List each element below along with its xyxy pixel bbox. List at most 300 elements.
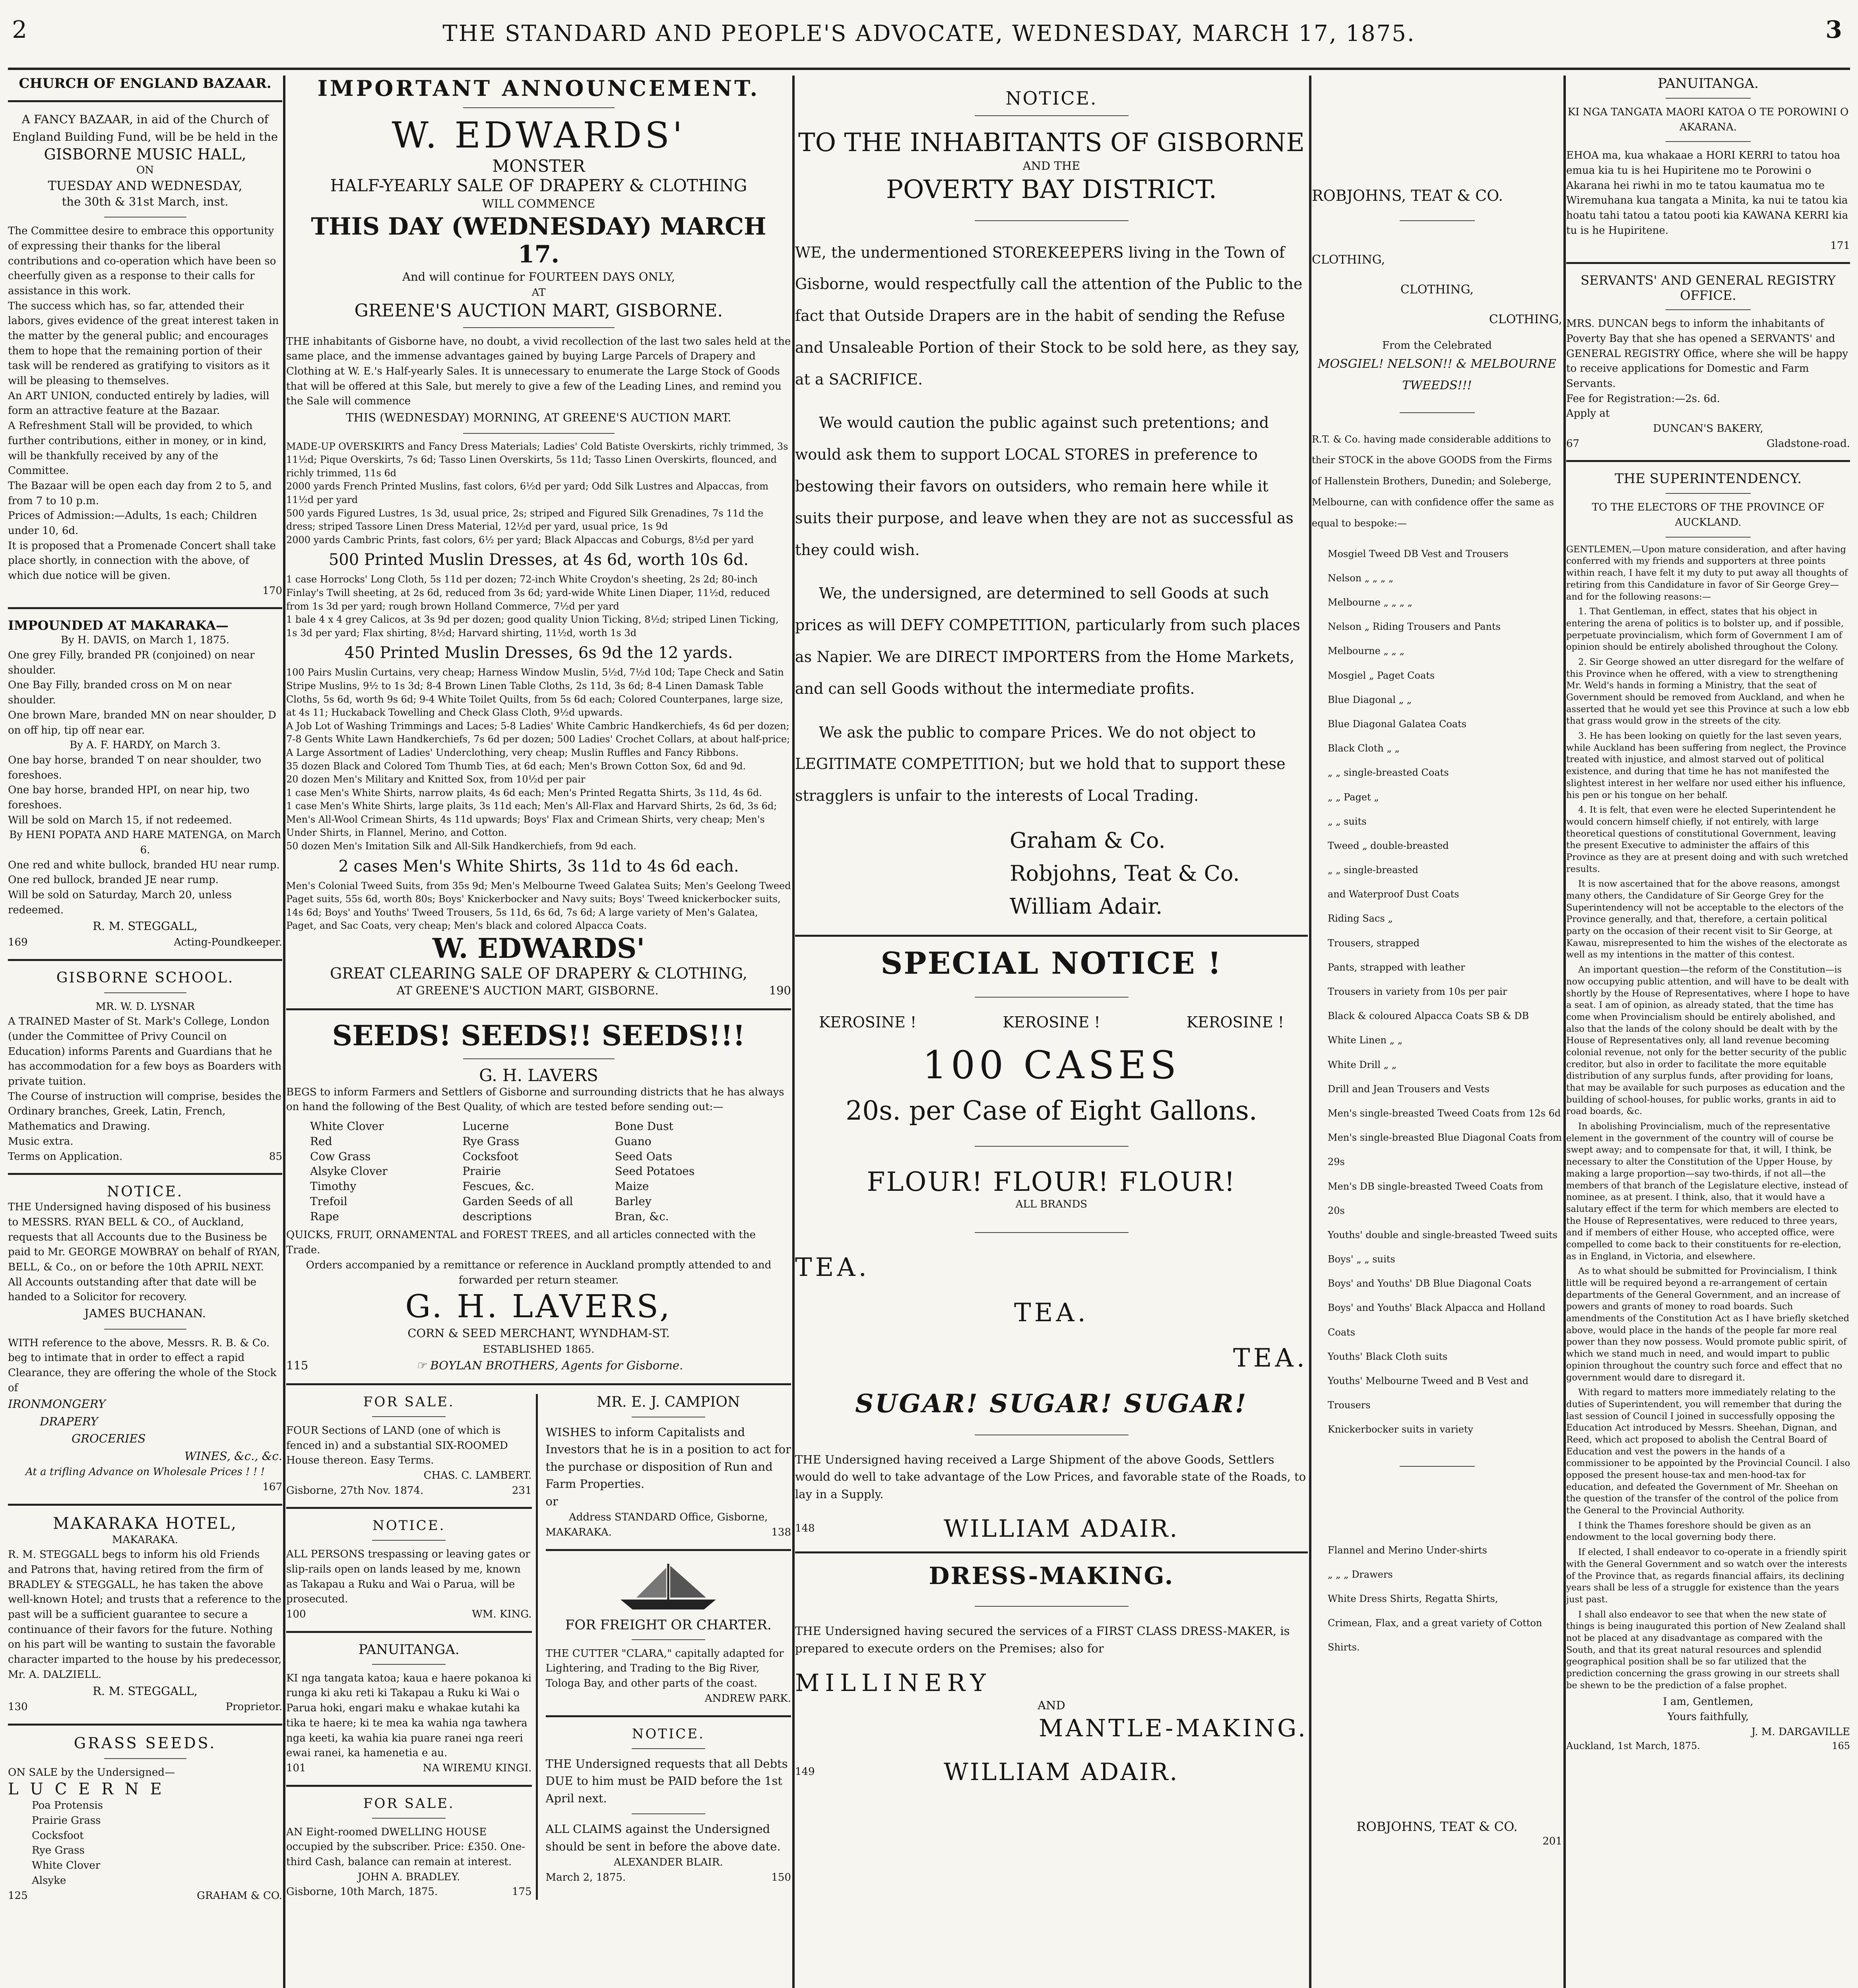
ad-number: 167: [262, 1481, 282, 1493]
letter-paragraph: GENTLEMEN,—Upon mature consideration, and after having conferred with my friends and supporters at three points within reach, I have felt it my duty to put away all thoughts of retiring from this Candidature in favor of Sir George Grey—and for the following reasons:—: [1566, 544, 1848, 602]
ad-paragraph: WE, the undermentioned STOREKEEPERS living in the Town of Gisborne, would respectfully call the attention of the Public to the fact that Outside Drapers are in the habit of sending the Refuse and Unsaleable Portion of their Stock to be sold here, as they say, at a SACRIFICE.: [795, 243, 1303, 388]
seed-cell: Red: [310, 1134, 332, 1148]
ad-paragraph: BEGS to inform Farmers and Settlers of Gisborne and surrounding districts that he has always on hand the following of the Best Quality, of which are tested before sending out:—: [286, 1086, 784, 1113]
clothing-item: „ „ suits: [1328, 815, 1367, 827]
ad-paragraph: A Refreshment Stall will be provided, to which further contributions, either in money, or in kind, will be thankfully received by any of the Committee.: [8, 420, 267, 477]
clothing-item: „ „ Paget „: [1328, 791, 1379, 803]
seed-cell: Seed Oats: [615, 1149, 673, 1163]
letter-paragraph: 4. It is felt, that even were he elected Superintendent he would concern himself chiefly, if not entirely, with large theoretical questions of constitutional Government, leaving the present Executive to administer the affairs of this Province as they are at present doing and with such wretched results.: [1566, 805, 1848, 874]
ad-paragraph: THE Undersigned requests that all Debts DUE to him must be PAID before the 1st April next.: [545, 1757, 788, 1805]
small-ads-row: [286, 1394, 791, 1900]
ad-signer: CHAS. C. LAMBERT.: [423, 1469, 532, 1481]
ad-signer-title: Acting-Poundkeeper.: [174, 936, 282, 948]
ad-line: Apply at: [1566, 408, 1610, 420]
bazaar-ad: [8, 76, 282, 598]
ad-title: SEEDS! SEEDS!! SEEDS!!!: [332, 1019, 745, 1052]
seed-cell: Seed Potatoes: [615, 1165, 695, 1178]
goods-list: 1 case Men's White Shirts, large plaits, 3s 11d each; Men's All-Flax and Harvard Shirts, 2s 6d, 3s 6d; Men's All-Wool Crimean Shirts, 4s 11d upwards; Boys' Flax and Crimean Shirts, very cheap; Men's Under Shirts, in Flannel, Merino, and Cotton.: [286, 800, 777, 839]
ad-paragraph: ALL PERSONS trespassing or leaving gates or slip-rails open on lands leased by me, known as Takapau a Ruku and Wai o Parua, will be prosecuted.: [286, 1548, 530, 1606]
grass-seeds-ad: [8, 1734, 282, 1904]
ad-paragraph: We ask the public to compare Prices. We do not object to LEGITIMATE COMPETITION; but we hold that to support these stragglers is unfair to the interests of Local Trading.: [795, 723, 1286, 805]
ad-title: MAKARAKA HOTEL,: [53, 1514, 237, 1533]
letter-paragraph: It is now ascertained that for the above reasons, amongst many others, the Candidature of Sir George Grey for the Superintendency will not be acceptable to the electors of the Province generally, and that, therefore, a certain political party on the occasion of their recent visit to Sir George, at Kawau, misrepresented to him the wishes of the electorate as well as my intentions in the matter of this contest.: [1566, 879, 1847, 960]
ad-title: PANUITANGA.: [1658, 76, 1759, 91]
goods-list: 1 case Horrocks' Long Cloth, 5s 11d per dozen; 72-inch White Croydon's sheeting, 2s 2d; 80-inch Finlay's Twill sheeting, at 2s 6d, reduced from 3s 6d; yard-wide White Linen Diaper, 11½d, reduced from 1s 3d per yard; rough brown Holland Commerce, 7½d per yard: [286, 574, 770, 612]
seed-table: [286, 1115, 791, 1228]
stock-item: IRONMONGERY: [8, 1397, 106, 1411]
clothing-item: Riding Sacs „: [1328, 913, 1393, 924]
clothing-item: Nelson „ Riding Trousers and Pants: [1328, 621, 1501, 633]
flour-heading: FLOUR! FLOUR! FLOUR!: [867, 1167, 1236, 1198]
page-number-left: 2: [12, 16, 27, 44]
ad-line: Music extra.: [8, 1135, 74, 1147]
goods-list: Men's Colonial Tweed Suits, from 35s 9d; Men's Melbourne Tweed Galatea Suits; Men's Geelong Tweed Paget suits, 55s 6d, worth 80s; Boys' Knickerbocker and Navy suits; Boys' Tweed knickerbocker suits, 14s 6d; Boys' and Youths' Tweed Trousers, 5s 11d, 6s 6d, 7s 6d; A large variety of Men's Galatea, Paget, and Sac Coats, very cheap; Men's black and colored Alpacca Coats.: [286, 880, 791, 932]
stock-item: DRAPERY: [40, 1414, 98, 1428]
clothing-item: Melbourne „ „ „: [1328, 645, 1405, 657]
ad-line: A FANCY BAZAAR, in aid of the Church of England Building Fund, will be be held in the: [12, 113, 278, 144]
letter-paragraph: 1. That Gentleman, in effect, states that his object in entering the arena of politics is to bolster up, and if possible, perpetuate provincialism, which form of Government I am of opinion should be entirely abolished throughout the Colony.: [1566, 606, 1844, 652]
letter-body: [1566, 544, 1850, 1692]
seed-cell: Prairie: [462, 1165, 501, 1178]
brand-name: W. EDWARDS': [432, 933, 645, 965]
shirts-list: [1312, 1538, 1562, 1660]
ad-date: Gisborne, 27th Nov. 1874.: [286, 1484, 424, 1497]
ad-line: ON: [136, 164, 154, 176]
clothing-label: CLOTHING,: [1400, 283, 1474, 297]
ad-signer: ALEXANDER BLAIR.: [613, 1856, 723, 1869]
ad-number: 149: [795, 1765, 815, 1778]
storekeepers-notice: [795, 87, 1308, 919]
clothing-item: Nelson „ „ „ „: [1328, 572, 1394, 584]
cases-heading: 100 CASES: [922, 1043, 1181, 1088]
ad-title: FOR FREIGHT OR CHARTER.: [565, 1617, 772, 1633]
clothing-list: [1312, 542, 1562, 1442]
hotel-ad: [8, 1514, 282, 1715]
ad-title: FOR SALE.: [363, 1795, 455, 1811]
ad-paragraph: THE Undersigned having received a Large Shipment of the above Goods, Settlers would do well to take advantage of the Low Prices, and favorable state of the Roads, to lay in a Supply.: [795, 1452, 1306, 1501]
clothing-item: „ „ single-breasted Coats: [1328, 767, 1449, 779]
ad-line: DUNCAN'S BAKERY,: [1653, 423, 1763, 435]
goods-list: 2000 yards French Printed Muslins, fast colors, 6½d per yard; Odd Silk Lustres and Alpaccas, from 11½d per yard: [286, 481, 769, 505]
impounded-ad: [8, 618, 282, 950]
goods-list: 2000 yards Cambric Prints, fast colors, 6½ per yard; Black Alpaccas and Coburgs, 8½d per yard: [286, 534, 754, 546]
seed-cell: Fescues, &c.: [462, 1180, 535, 1193]
ad-paragraph: MRS. DUNCAN begs to inform the inhabitants of Poverty Bay that she has opened a SERVANTS' and GENERAL REGISTRY Office, where she will be happy to receive applications for Domestic and Farm Servants.: [1566, 318, 1848, 390]
ad-title: CHURCH OF ENGLAND BAZAAR.: [19, 76, 272, 91]
small-ads-right: [546, 1394, 791, 1900]
clothing-item: Tweed „ double-breasted: [1328, 840, 1449, 851]
ad-closing: At a trifling Advance on Wholesale Prices ! ! !: [25, 1466, 265, 1478]
letter-closing: I am, Gentlemen,: [1663, 1696, 1753, 1708]
column-divider: [1309, 76, 1311, 1988]
edwards-announcement: [286, 76, 791, 1000]
tea-label: TEA.: [1014, 1298, 1089, 1328]
ad-heading: POVERTY BAY DISTRICT.: [886, 175, 1217, 204]
seed-item: Poa Protensis: [32, 1800, 103, 1812]
clothing-item: Mosgiel Tweed DB Vest and Trousers: [1328, 548, 1509, 559]
ad-line: MONSTER: [492, 156, 585, 176]
seed-cell: Barley: [615, 1194, 652, 1208]
clothing-item: Knickerbocker suits in variety: [1328, 1424, 1474, 1435]
ad-line: Gladstone-road.: [1766, 437, 1850, 450]
ad-line: Will be sold on Saturday, March 20, unless redeemed.: [8, 889, 232, 916]
masthead-bar: [0, 0, 1858, 48]
seed-cell: Trefoil: [310, 1194, 347, 1208]
ad-number: 190: [769, 984, 791, 998]
ad-paragraph: THE Undersigned having disposed of his business to MESSRS. RYAN BELL & CO., of Auckland, requests that all Accounts due to the Business be paid to Mr. GEORGE MOWBRAY on behalf of RYAN, BELL, & Co., on or before the 10th APRIL NEXT.: [8, 1201, 280, 1273]
registry-ad: [1566, 273, 1850, 451]
ad-line: ESTABLISHED 1865.: [483, 1343, 595, 1355]
ad-signer: WM. KING.: [472, 1608, 532, 1621]
signatory: Robjohns, Teat & Co.: [1010, 861, 1240, 886]
column-5: [1566, 76, 1850, 1988]
seed-cell: Cow Grass: [310, 1149, 371, 1163]
ad-line: One grey Filly, branded PR (conjoined) on near shoulder.: [8, 649, 255, 676]
ad-line: Fee for Registration:—2s. 6d.: [1566, 392, 1720, 405]
ad-line: CORN & SEED MERCHANT, WYNDHAM-ST.: [407, 1326, 670, 1340]
ad-line: By A. F. HARDY, on March 3.: [70, 739, 221, 751]
seed-item: White Clover: [32, 1860, 101, 1872]
ad-date: THIS DAY (WEDNESDAY) MARCH 17.: [311, 212, 766, 268]
kerosine-label: KEROSINE !: [1003, 1013, 1100, 1031]
ad-signer: R. M. STEGGALL,: [93, 919, 198, 933]
seed-cell: Lucerne: [462, 1119, 509, 1133]
ad-line: L U C E R N E: [8, 1780, 165, 1799]
ad-paragraph: FOUR Sections of LAND (one of which is fenced in) and a substantial SIX-ROOMED House thereon. Easy Terms.: [286, 1424, 508, 1467]
clothing-item: Drill and Jean Trousers and Vests: [1328, 1083, 1490, 1095]
ad-paragraph: The Bazaar will be open each day from 2 to 5, and from 7 to 10 p.m.: [8, 480, 272, 507]
ad-date: Gisborne, 10th March, 1875.: [286, 1886, 438, 1898]
agents-line: BOYLAN BROTHERS, Agents for Gisborne.: [430, 1359, 683, 1373]
brand-name: W. EDWARDS': [392, 115, 686, 156]
column-3: [795, 76, 1308, 1988]
ad-paragraph: AN Eight-roomed DWELLING HOUSE occupied by the subscriber. Price: £350. One-third Cash, balance can remain at interest.: [286, 1826, 525, 1868]
ad-line: Address STANDARD Office, Gisborne,: [568, 1511, 768, 1524]
letter-paragraph: If elected, I shall endeavor to co-operate in a friendly spirit with the General Government and so watch over the interests of the Province that, as regards financial affairs, its declining years shall be less of a struggle for existence than the years just past.: [1566, 1547, 1847, 1605]
ad-paragraph: It is proposed that a Promenade Concert shall take place shortly, in connection with the above, of which due notice will be given.: [8, 540, 276, 582]
ad-paragraph: WISHES to inform Capitalists and Investors that he is in a position to act for the purchase or disposition of Run and Farm Properties.: [545, 1425, 791, 1491]
ad-number: 171: [1830, 239, 1850, 252]
ad-line: AT: [531, 287, 546, 299]
ad-line: WILL COMMENCE: [482, 197, 595, 210]
ad-title: NOTICE.: [107, 1184, 184, 1200]
ad-number: 175: [512, 1886, 532, 1898]
clothing-item: White Dress Shirts, Regatta Shirts,: [1328, 1593, 1498, 1604]
ad-line: One red and white bullock, branded HU near rump.: [8, 859, 280, 871]
ad-date: March 2, 1875.: [545, 1871, 626, 1883]
clothing-item: Men's single-breasted Tweed Coats from 12s 6d: [1328, 1107, 1561, 1119]
ad-subtitle: KI NGA TANGATA MAORI KATOA O TE POROWINI O AKARANA.: [1567, 106, 1849, 133]
clothing-item: Blue Diagonal „ „: [1328, 694, 1412, 705]
ad-title: IMPORTANT ANNOUNCEMENT.: [317, 76, 760, 101]
seed-item: Rye Grass: [32, 1844, 85, 1857]
clothing-item: Flannel and Merino Under-shirts: [1328, 1544, 1487, 1556]
merchant-name: G. H. LAVERS: [479, 1065, 598, 1085]
ad-paragraph: Prices of Admission:—Adults, 1s each; Children under 10, 6d.: [8, 510, 257, 537]
ad-number: 115: [286, 1359, 308, 1373]
ad-subtitle: MAKARAKA.: [112, 1534, 178, 1546]
ad-paragraph: WITH reference to the above, Messrs. R. B. & Co. beg to intimate that in order to effect a rapid Clearance, they are offering the whole of the Stock of: [8, 1337, 277, 1394]
ad-number: 130: [8, 1701, 28, 1713]
clothing-item: Youths' Melbourne Tweed and B Vest and Trousers: [1328, 1375, 1528, 1411]
ad-line: And will continue for FOURTEEN DAYS ONLY,: [402, 270, 675, 283]
clothing-item: „ „ single-breasted: [1328, 864, 1418, 876]
ad-title: SPECIAL NOTICE !: [881, 945, 1222, 981]
ad-paragraph: ALL CLAIMS against the Undersigned should be sent in before the above date.: [545, 1822, 781, 1853]
mantle-label: MANTLE-MAKING.: [1039, 1714, 1308, 1742]
seed-cell: White Clover: [310, 1119, 384, 1133]
ad-number: 125: [8, 1889, 28, 1902]
highlight-line: 450 Printed Muslin Dresses, 6s 9d the 12 yards.: [344, 644, 733, 662]
goods-list: A Job Lot of Washing Trimmings and Laces; 5-8 Ladies' White Cambric Handkerchiefs, 4s 6d per dozen; 7-8 Gents White Lawn Handkerchiefs, 7s 6d per dozen; 500 Ladies' Crochet Collars, at about half-price; A Large Assortment of Ladies' Underclothing, very cheap; Muslin Ruffles and Fancy Ribbons.: [286, 720, 790, 758]
column-1: [8, 76, 282, 1988]
ad-paragraph: A TRAINED Master of St. Mark's College, London (under the Committee of Privy Council on Education) informs Parents and Guardians that he has accommodation for a few boys as Boarders with private tuition.: [8, 1015, 282, 1088]
clothing-item: and Waterproof Dust Coats: [1328, 889, 1459, 900]
ad-number: 148: [795, 1522, 815, 1535]
seed-cell: Bran, &c.: [615, 1209, 669, 1223]
letter-paragraph: As to what should be submitted for Provincialism, I think little will be required beyond a re-arrangement of certain departments of the General Government, and an increase of powers and grants of money to road boards. Such amendments of the Constitution Act as I have briefly sketched above, would place in the hands of the people far more real power than they now possess. Would promote public spirit, of which we stand much in need, and would impart to public opinion throughout the country such force and effect that no government would dare to disregard it.: [1566, 1266, 1850, 1383]
highlight-line: 500 Printed Muslin Dresses, at 4s 6d, worth 10s 6d.: [328, 551, 749, 569]
school-ad: [8, 970, 282, 1165]
ad-title: GISBORNE SCHOOL.: [56, 969, 234, 986]
column-divider: [792, 76, 795, 1988]
ad-number: 100: [286, 1608, 306, 1621]
clothing-item: Crimean, Flax, and a great variety of Cotton Shirts.: [1328, 1617, 1542, 1653]
letter-closing: Yours faithfully,: [1667, 1711, 1749, 1723]
seed-item: Alsyke: [32, 1874, 66, 1887]
ad-heading: TO THE INHABITANTS OF GISBORNE: [798, 128, 1305, 157]
clothing-item: Boys' and Youths' Black Alpacca and Holland Coats: [1328, 1302, 1546, 1338]
ad-paragraph: R. M. STEGGALL begs to inform his old Friends and Patrons that, having retired from the firm of BRADLEY & STEGGALL, he has taken the above well-known Hotel; and trusts that a reference to the past will be a sufficient guarantee to secure a continuance of their favors for the future. Nothing on his part will be wanting to sustain the favorable character imparted to the house by his predecessor, Mr. A. DALZIELL.: [8, 1549, 282, 1681]
stock-item: WINES, &c., &c.: [184, 1449, 282, 1463]
ad-number: 231: [512, 1484, 532, 1497]
ship-icon: [546, 1560, 791, 1613]
ad-title: NOTICE.: [632, 1726, 705, 1742]
goods-list: 35 dozen Black and Colored Tom Thumb Ties, at 6d each; Men's Brown Cotton Sox, 6d and 9d.: [286, 760, 746, 772]
ad-paragraph: EHOA ma, kua whakaae a HORI KERRI to tatou hoa emua kia tu is hei Hupiritene mo te Porowini o Akarana hei riwhi in mo te tatou kaumatua mo te Wiremuhana kua tangata a Minita, ka nui te tatou kia hoatu tahi tatou a tatou pooti kia KAWANA KERRI kia tu is he Hupiritene.: [1566, 149, 1848, 237]
price-line: 20s. per Case of Eight Gallons.: [846, 1095, 1257, 1126]
tea-label: TEA.: [1233, 1343, 1308, 1373]
clothing-item: Pants, strapped with leather: [1328, 961, 1465, 973]
ad-line: One brown Mare, branded MN on near shoulder, D on off hip, tip off near ear.: [8, 709, 276, 736]
ad-paragraph: All Accounts outstanding after that date will be handed to a Solicitor for recovery.: [8, 1276, 257, 1303]
ad-paragraph: The success which has, so far, attended their labors, gives evidence of the great interest taken in the matter by the general public; and encourages them to hope that the remaining portion of their task will be rendered as gratifying to visitors as it will be pleasing to themselves.: [8, 300, 279, 387]
ad-paragraph: THE inhabitants of Gisborne have, no doubt, a vivid recollection of the last two sales held at the same place, and the immense advantages gained by buying Large Parcels of Drapery and Clothing at W. E.'s Half-yearly Sales. It is unnecessary to enumerate the Large Stock of Goods that will be offered at this Sale, but merely to give a few of the Leading Lines, and remind you the Sale will commence: [286, 335, 791, 408]
ad-line: By HENI POPATA AND HARE MATENGA, on March 6.: [9, 829, 281, 856]
ad-signer: WILLIAM ADAIR.: [944, 1515, 1179, 1543]
ad-paragraph: The Course of instruction will comprise, besides the Ordinary branches, Greek, Latin, French, Mathematics and Drawing.: [8, 1090, 281, 1133]
goods-list: 100 Pairs Muslin Curtains, very cheap; Harness Window Muslin, 5½d, 7½d 10d; Tape Check and Satin Stripe Muslins, 9½ to 1s 3d; 8-4 Brown Linen Table Cloths, 2s 11d, 3s 6d; 8-4 Linen Damask Table Cloths, 5s 6d, worth 9s 6d; 9-4 White Toilet Quilts, from 5s 6d each; Colored Counterpanes, large size, at 4s 11; Huckaback Towelling and Check Glass Cloth, 9½d upwards.: [286, 667, 784, 718]
ad-signer-title: Proprietor.: [225, 1701, 282, 1713]
ad-paragraph: Orders accompanied by a remittance or reference in Auckland promptly attended to and forwarded per return steamer.: [306, 1259, 772, 1286]
ad-line: One bay horse, branded T on near shoulder, two foreshoes.: [8, 754, 262, 781]
ad-line: THIS (WEDNESDAY) MORNING, AT GREENE'S AUCTION MART.: [346, 411, 731, 425]
letter-paragraph: With regard to matters more immediately relating to the duties of Superintendent, you will remember that during the last session of Council I joined in successfully opposing the Education Act introduced by Messrs. Sheehan, Dignan, and Reed, which act proposed to abolish the Central Board of Education and vest the powers in the hands of a commissioner to be appointed by the Provincial Council. I also opposed the present house-tax and men-hood-tax for education, and defeated the Government of Mr. Sheehan on the question of the transfer of the control of the police from the General to the Provincial Authority.: [1566, 1387, 1850, 1516]
ad-title: DRESS-MAKING.: [929, 1562, 1174, 1590]
seed-cell: Rye Grass: [462, 1134, 520, 1148]
ad-line: One Bay Filly, branded cross on M on near shoulder.: [8, 679, 232, 707]
ad-signer: R. M. STEGGALL,: [93, 1684, 198, 1698]
ad-title: MR. E. J. CAMPION: [597, 1394, 740, 1410]
ad-line: or: [545, 1494, 558, 1508]
brand-line: MOSGIEL! NELSON!! & MELBOURNE TWEEDS!!!: [1317, 357, 1557, 392]
goods-list: MADE-UP OVERSKIRTS and Fancy Dress Materials; Ladies' Cold Batiste Overskirts, richly trimmed, 3s 11½d; Pique Overskirts, 7s 6d; Tasso Linen Overskirts, 5s 11d; Tasso Linen Overskirts, flounced, and richly trimmed, 11s 6d: [286, 441, 788, 479]
ad-line: MAKARAKA.: [545, 1526, 612, 1539]
ad-line: the 30th & 31st March, inst.: [62, 194, 229, 208]
ad-signer: GRAHAM & CO.: [197, 1889, 282, 1902]
ad-date: Auckland, 1st March, 1875.: [1566, 1740, 1700, 1752]
seed-cell: Guano: [615, 1134, 652, 1148]
ad-signer: J. M. DARGAVILLE: [1751, 1726, 1850, 1738]
column-divider: [1563, 76, 1566, 1988]
clothing-item: Black Cloth „ „: [1328, 743, 1400, 754]
ad-number: 85: [269, 1150, 282, 1163]
seed-cell: Garden Seeds of all: [462, 1194, 573, 1208]
special-notice: [795, 945, 1308, 1543]
ad-line: GREAT CLEARING SALE OF DRAPERY & CLOTHING,: [330, 965, 748, 982]
clothing-item: Trousers in variety from 10s per pair: [1328, 986, 1507, 998]
letter-paragraph: An important question—the reform of the Constitution—is now occupying public attention, and will have to be dealt with shortly by the House of Representatives, where I hope to have a seat. I am of opinion, as already stated, that the time has come when Provincialism should be entirely abolished, and also that the lands of the colony should be dealt with by the House of Representatives only, all land revenue becoming colonial revenue, not only for the better security of the public creditor, but also in order to facilitate the more equitable distribution of any surplus funds, after providing for loans, that may be available for such purposes as education and the building of school-houses, for public works, grants in aid to road boards, &c.: [1566, 965, 1850, 1117]
seed-item: Cocksfoot: [32, 1829, 84, 1842]
ad-paragraph: THE CUTTER "CLARA," capitally adapted for Lightering, and Trading to the Big River, Tologa Bay, and other parts of the coast.: [545, 1647, 784, 1690]
ad-number: 101: [286, 1762, 306, 1774]
lavers-seeds-ad: SEEDS! SEEDS!! SEEDS!!! G. H. LAVERS BEGS to inform Farmers and Settlers of Gisborne and surrounding districts that he has always on hand the following of the Best Quality, of which are tested before sending out:— White Clover Lucerne Bone Dust Red Rye Grass Guano Cow Grass Cocksfoot Seed Oats Alsyke Clover Prairie Seed Potatoes Timothy Fescues, &c. Maize Trefoil Garden Seeds of all Barley Rape descriptions Bran, &c. QUICKS, FRUIT, ORNAMENTAL and FOREST TREES, and all articles connected with the Trade. Orders accompanied by a remittance or reference in Auckland promptly attended to and forwarded per return steamer. G. H. LAVERS, CORN & SEED MERCHANT, WYNDHAM-ST. ESTABLISHED 1865. 115 ☞ BOYLAN BROTHERS, Agents for Gisborne.: [286, 1019, 791, 1375]
superintendency-letter: [1566, 471, 1850, 1753]
ad-paragraph: An ART UNION, conducted entirely by ladies, will form an attractive feature at the Bazaar.: [8, 390, 270, 417]
clothing-item: Melbourne „ „ „ „: [1328, 597, 1413, 608]
dressmaking-ad: [795, 1562, 1308, 1786]
ad-paragraph: We, the undersigned, are determined to sell Goods at such prices as will DEFY COMPETITION, particularly from such places as Napier. We are DIRECT IMPORTERS from the Home Markets, and can sell Goods without the intermediate profits.: [795, 584, 1300, 697]
goods-list: 50 dozen Men's Imitation Silk and All-Silk Handkerchiefs, from 9d each.: [286, 841, 636, 852]
ad-signer: ROBJOHNS, TEAT & CO.: [1356, 1819, 1518, 1834]
kerosine-label: KEROSINE !: [819, 1013, 917, 1031]
seed-cell: Alsyke Clover: [310, 1165, 388, 1178]
small-ads-left: [286, 1394, 538, 1900]
goods-list: 1 case Men's White Shirts, narrow plaits, 4s 6d each; Men's Printed Regatta Shirts, 3s 11d, 4s 6d.: [286, 787, 762, 798]
ad-line: ALL BRANDS: [1015, 1198, 1088, 1211]
clothing-item: Men's single-breasted Blue Diagonal Coats from 29s: [1328, 1132, 1562, 1168]
ad-line: TUESDAY AND WEDNESDAY,: [48, 178, 242, 193]
ad-line: AND: [1038, 1699, 1065, 1712]
clothing-item: Youths' double and single-breasted Tweed suits: [1328, 1229, 1558, 1241]
clothing-item: Blue Diagonal Galatea Coats: [1328, 718, 1467, 730]
ad-venue: AT GREENE'S AUCTION MART, GISBORNE.: [396, 984, 659, 998]
ad-number: 169: [8, 936, 28, 948]
letter-paragraph: In abolishing Provincialism, much of the representative element in the government of the country will of course be swept away; and to compensate for that, it will, I think, be necessary to alter the Constitution of the Upper House, by making a large proportion—say two-thirds, if not all—the members of that branch of the Legislature elective, instead of nominee, as at present. I think, also, that it would have a salutary effect if the term for which members are elected to the House of Representatives, were reduced to three years, and if members of either House, who accepted office, were compelled to come back to their constituents for re-election, as in England, in Victoria, and elsewhere.: [1566, 1121, 1848, 1262]
signatory: Graham & Co.: [1010, 828, 1166, 853]
ad-line: ON SALE by the Undersigned—: [8, 1766, 175, 1778]
seed-cell: Maize: [615, 1180, 649, 1193]
ad-signer: JAMES BUCHANAN.: [84, 1307, 206, 1320]
column-4: [1312, 76, 1562, 1988]
ad-signer: NA WIREMU KINGI.: [423, 1762, 532, 1774]
ad-signer: WILLIAM ADAIR.: [944, 1758, 1179, 1786]
masthead-rule: [8, 68, 1850, 70]
ad-title: PANUITANGA.: [358, 1641, 460, 1658]
tea-label: TEA.: [795, 1252, 870, 1282]
ad-line: Terms on Application.: [8, 1150, 123, 1163]
stock-item: GROCERIES: [72, 1432, 146, 1446]
seed-cell: Cocksfoot: [462, 1149, 518, 1163]
maori-notice: [1566, 76, 1850, 253]
page-number-right: 3: [1825, 16, 1842, 44]
letter-paragraph: 3. He has been looking on quietly for the last seven years, while Auckland has been suffering from neglect, the Province treated with injustice, and almost starved out of political existence, and during that time he has not manifested the slightest interest in her welfare nor used either his influence, his pen or his tongue on her behalf.: [1566, 731, 1846, 800]
ad-number: 138: [771, 1526, 791, 1539]
ad-paragraph: KI nga tangata katoa; kaua e haere pokanoa ki runga ki aku reti ki Takapau a Ruku ki Wai o Parua hoki, engari maku e whakae kutahi ka tika te haere; ki te mea ka wahia nga tawhera nga keeti, ka wahia kia puare ranei nga reeri ewai ranei, ka hamenetia e au.: [286, 1672, 531, 1759]
ad-paragraph: THE Undersigned having secured the services of a FIRST CLASS DRESS-MAKER, is prepared to execute orders on the Premises; also for: [795, 1624, 1290, 1655]
clothing-item: White Drill „ „: [1328, 1059, 1397, 1070]
ad-paragraph: The Committee desire to embrace this opportunity of expressing their thanks for the liberal contributions and co-operation which have been so cheerfully given as a response to their calls for assistance in this work.: [8, 225, 276, 297]
signatory: William Adair.: [1010, 894, 1163, 919]
letter-paragraph: I think the Thames foreshore should be given as an endowment to the local governing body there.: [1566, 1520, 1811, 1543]
clothing-item: White Linen „ „: [1328, 1035, 1403, 1046]
ad-title: SERVANTS' AND GENERAL REGISTRY OFFICE.: [1581, 273, 1836, 303]
masthead-title: THE STANDARD AND PEOPLE'S ADVOCATE, WEDNESDAY, MARCH 17, 1875.: [442, 21, 1416, 47]
ad-line: By H. DAVIS, on March 1, 1875.: [60, 634, 230, 646]
letter-paragraph: I shall also endeavor to see that when the new state of things is being inaugurated this portion of New Zealand shall not be placed at any disadvantage as compared with the South, and that its great natural resources and splendid geographical position shall be so far utilized that the prediction concerning the grass growing in our streets shall be shewn to be the prediction of a false prophet.: [1566, 1609, 1846, 1691]
column-2: [286, 76, 791, 1988]
letter-paragraph: 2. Sir George showed an utter disregard for the welfare of this Province when he offered, with a view to strengthening Mr. Weld's hands in forming a Ministry, that the seat of Government should be removed from Auckland, and when he asserted that he would yet see this Province at such a low ebb that grass would grow in the streets of the city.: [1566, 656, 1850, 726]
highlight-line: 2 cases Men's White Shirts, 3s 11d to 4s 6d each.: [338, 857, 739, 876]
seed-cell: Bone Dust: [615, 1119, 673, 1133]
ad-title: FOR SALE.: [363, 1394, 455, 1410]
ad-paragraph: We would caution the public against such pretentions; and would ask them to support LOCAL STORES in preference to bestowing their favors on outsiders, who remain here while it suits their purpose, and leave when they are not as successful as they could wish.: [795, 414, 1294, 559]
sugar-heading: SUGAR! SUGAR! SUGAR!: [855, 1388, 1248, 1419]
millinery-label: MILLINERY: [795, 1669, 991, 1697]
goods-list: 500 yards Figured Lustres, 1s 3d, usual price, 2s; striped and Figured Silk Grenadines, 7s 11d the dress; striped Tassore Linen Dress Material, 12½d per yard, usual price, 1s 9d: [286, 507, 764, 532]
ad-line: One bay horse, branded HPI, on near hip, two foreshoes.: [8, 784, 250, 811]
clothing-item: Mosgiel „ Paget Coats: [1328, 670, 1435, 681]
column-divider: [283, 76, 285, 1988]
clothing-item: Trousers, strapped: [1328, 937, 1420, 949]
ad-subtitle: TO THE ELECTORS OF THE PROVINCE OF AUCKLAND.: [1592, 501, 1825, 529]
ad-venue: GREENE'S AUCTION MART, GISBORNE.: [354, 300, 723, 321]
ad-paragraph: R.T. & Co. having made considerable additions to their STOCK in the above GOODS from the Firms of Hallenstein Brothers, Dunedin; and Soleberge, Melbourne, can with confidence offer the same as equal to bespoke:—: [1312, 433, 1554, 529]
ad-line: GISBORNE MUSIC HALL,: [44, 146, 246, 163]
ad-line: HALF-YEARLY SALE OF DRAPERY & CLOTHING: [330, 176, 747, 195]
firm-heading: ROBJOHNS, TEAT & CO.: [1312, 187, 1503, 204]
ad-number: 170: [262, 584, 282, 597]
seed-cell: descriptions: [462, 1209, 532, 1223]
ad-line: From the Celebrated: [1382, 340, 1492, 351]
merchant-logo: G. H. LAVERS,: [405, 1288, 672, 1325]
clothing-label: CLOTHING,: [1489, 313, 1562, 326]
goods-list: 20 dozen Men's Military and Knitted Sox, from 10½d per pair: [286, 774, 586, 785]
seed-cell: Rape: [310, 1209, 339, 1223]
clothing-item: Youths' Black Cloth suits: [1328, 1351, 1448, 1362]
ad-title: GRASS SEEDS.: [74, 1734, 217, 1752]
ad-subtitle: MR. W. D. LYSNAR: [95, 1000, 195, 1013]
ad-signer: JOHN A. BRADLEY.: [358, 1871, 460, 1883]
ad-title: IMPOUNDED AT MAKARAKA—: [8, 618, 229, 633]
ad-title: THE SUPERINTENDENCY.: [1614, 471, 1802, 487]
clothing-item: Men's DB single-breasted Tweed Coats from 20s: [1328, 1180, 1543, 1216]
clothing-item: Boys' and Youths' DB Blue Diagonal Coats: [1328, 1278, 1532, 1289]
ad-title: NOTICE.: [1005, 87, 1098, 109]
ad-number: 67: [1566, 437, 1580, 450]
ad-signer: ANDREW PARK.: [704, 1692, 791, 1705]
ad-paragraph: QUICKS, FRUIT, ORNAMENTAL and FOREST TREES, and all articles connected with the Trade.: [286, 1229, 756, 1256]
clothing-label: CLOTHING,: [1312, 253, 1385, 267]
ad-line: AND THE: [1022, 159, 1080, 173]
clothing-item: Boys' „ „ suits: [1328, 1254, 1395, 1265]
ad-number: 201: [1542, 1835, 1562, 1847]
clothing-item: Black & coloured Alpacca Coats SB & DB: [1328, 1010, 1529, 1022]
seed-item: Prairie Grass: [32, 1815, 101, 1827]
ad-title: NOTICE.: [372, 1518, 446, 1534]
kerosine-label: KEROSINE !: [1186, 1013, 1284, 1031]
goods-list: 1 bale 4 x 4 grey Calicos, at 3s 9d per dozen; good quality Union Ticking, 8½d; striped Linen Ticking, 1s 3d per yard; Flax shirting, 8½d; Harvard shirting, 11½d, worth 1s 3d: [286, 614, 779, 639]
